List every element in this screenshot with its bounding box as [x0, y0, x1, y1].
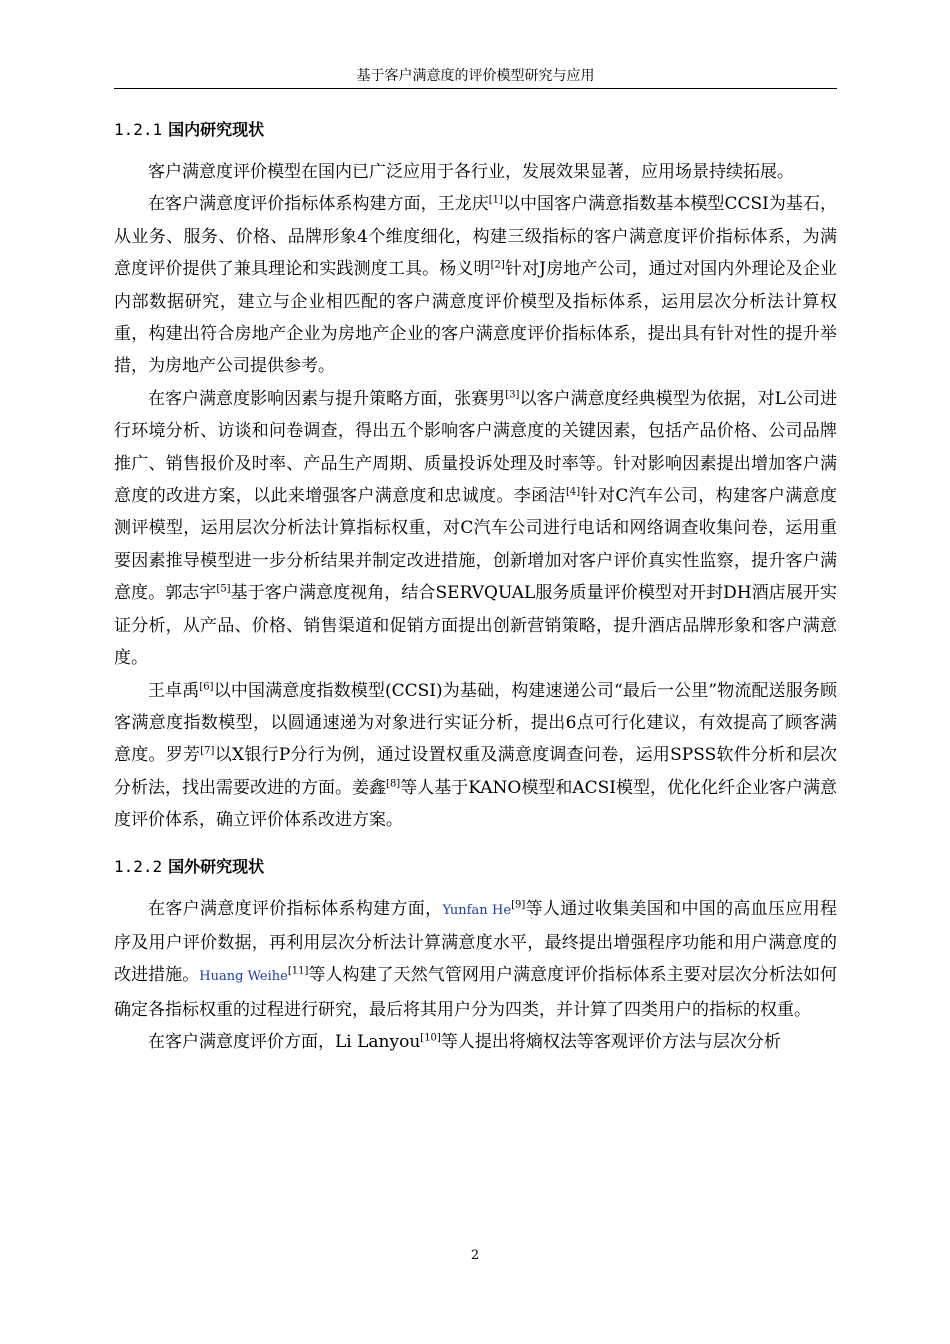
paragraph-text: 以中国客户满意指数基本模型CCSI为基石，从业务、服务、价格、品牌形象4个维度细化，构建三级指标的客户满意度评价指标体系，为满意度评价提供了兼具理论和实践测度工具。杨义明 [114, 194, 837, 280]
paragraph-text: 等人构建了天然气管网用户满意度评价指标体系主要对层次分析法如何确定各指标权重的过程进行研究，最后将其用户分为四类，并计算了四类用户的指标的权重。 [114, 965, 837, 1020]
paragraph [114, 188, 837, 382]
paragraph [114, 1026, 837, 1058]
paragraph-text: 在客户满意度评价指标体系构建方面， [148, 898, 443, 919]
paragraph-text: 在客户满意度影响因素与提升策略方面，张赛男 [148, 388, 506, 409]
paragraph-text: 以中国满意度指数模型(CCSI)为基础，构建速递公司“最后一公里”物流配送服务顾客满意度指数模型，以圆通速递为对象进行实证分析，提出6点可行化建议，有效提高了顾客满意度。罗芳 [114, 680, 838, 766]
page-body [114, 112, 837, 1059]
author-name: Huang Weihe [199, 969, 288, 985]
paragraph [114, 675, 837, 837]
citation-ref: [6] [199, 680, 214, 692]
paragraph [114, 893, 837, 1027]
section-heading-1-2-1 [114, 118, 837, 142]
section-heading-1-2-2 [114, 855, 837, 879]
paragraph-text: 以X银行P分行为例，通过设置权重及满意度调查问卷，运用SPSS软件分析和层次分析法，找出需要改进的方面。姜鑫 [114, 745, 837, 798]
paragraph-text: 在客户满意度评价方面，Li Lanyou [148, 1032, 421, 1053]
running-header: 基于客户满意度的评价模型研究与应用 [114, 64, 837, 89]
citation-ref: [5] [216, 583, 231, 595]
citation-ref: [2] [490, 259, 505, 271]
paragraph-text: 等人提出将熵权法等客观评价方法与层次分析 [440, 1032, 781, 1053]
paragraph [114, 156, 837, 188]
paragraph-text: 客户满意度评价模型在国内已广泛应用于各行业，发展效果显著，应用场景持续拓展。 [148, 162, 794, 182]
section-title: 国内研究现状 [168, 120, 265, 139]
citation-ref: [11] [287, 965, 309, 977]
citation-ref: [7] [200, 745, 215, 757]
paragraph-text: 等人通过收集美国和中国的高血压应用程序及用户评价数据，再利用层次分析法计算满意度水平，最终提出增强程序功能和用户满意度的改进措施。 [114, 898, 838, 986]
citation-ref: [4] [566, 486, 581, 498]
page-number: 2 [470, 1248, 480, 1263]
paragraph-text: 基于客户满意度视角，结合SERVQUAL服务质量评价模型对开封DH酒店展开实证分析，从产品、价格、销售渠道和促销方面提出创新营销策略，提升酒店品牌形象和客户满意度。 [114, 583, 837, 669]
paragraph-text: 等人基于KANO模型和ACSI模型，优化化纤企业客户满意度评价体系，确立评价体系改进方案。 [114, 777, 838, 831]
citation-ref: [9] [511, 898, 526, 910]
section-number: 1.2.2 [114, 856, 163, 876]
citation-ref: [8] [386, 778, 401, 790]
paragraph-text: 以客户满意度经典模型为依据，对L公司进行环境分析、访谈和问卷调查，得出五个影响客户满意度的关键因素，包括产品价格、公司品牌推广、销售报价及时率、产品生产周期、质量投诉处理及时率等。针对影响因素提出增加客户满意度的改进方案，以此来增强客户满意度和忠诚度。李函洁 [114, 388, 837, 507]
paragraph-text: 针对J房地产公司，通过对国内外理论及企业内部数据研究，建立与企业相匹配的客户满意度评价模型及指标体系，运用层次分析法计算权重，构建出符合房地产企业为房地产企业的客户满意度评价指标体系，提出具有针对性的提升举措，为房地产公司提供参考。 [114, 259, 837, 377]
paragraph [114, 383, 837, 675]
citation-ref: [10] [420, 1032, 441, 1044]
section-number: 1.2.1 [114, 120, 163, 139]
section-spacer [114, 837, 837, 849]
citation-ref: [3] [505, 389, 520, 401]
paragraph-text: 针对C汽车公司，构建客户满意度测评模型，运用层次分析法计算指标权重，对C汽车公司进行电话和网络调查收集问卷，运用重要因素推导模型进一步分析结果并制定改进措施，创新增加对客户评价真实性监察，提升客户满意度。郭志宇 [114, 486, 837, 604]
citation-ref: [1] [488, 194, 503, 206]
section-title: 国外研究现状 [168, 856, 265, 876]
author-name: Yunfan He [442, 902, 512, 918]
paragraph-text: 在客户满意度评价指标体系构建方面，王龙庆 [148, 194, 489, 215]
paragraph-text: 王卓禹 [148, 680, 200, 701]
